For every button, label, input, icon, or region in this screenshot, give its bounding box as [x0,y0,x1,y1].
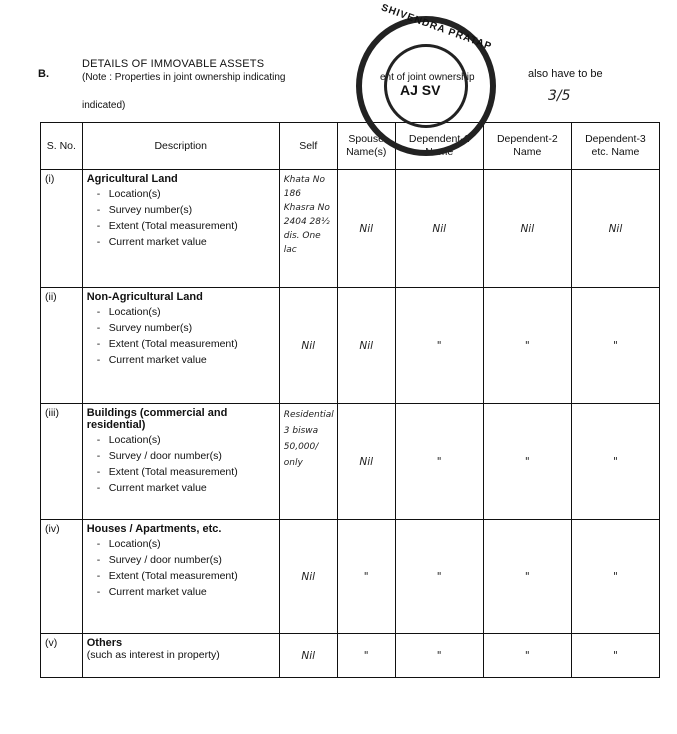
cell-self: Nil [279,634,337,678]
cell-self: Nil [279,288,337,404]
cell-dep2: Nil [483,170,571,288]
section-title [82,58,264,70]
cell-dep2: " [483,520,571,634]
row-title: Others [86,637,123,649]
list-item: - Extent (Total measurement) [87,338,275,351]
row-subtitle: (such as interest in property) [86,649,220,661]
cell-dep1: " [395,520,483,634]
row-title: Agricultural Land [86,173,178,185]
row-sno: (iii) [41,404,83,520]
seal-text-top: SHIVENDRA PRATAP [379,2,494,53]
cell-dep2: " [483,634,571,678]
list-item: - Location(s) [87,188,275,201]
note-line-1 [82,72,285,83]
cell-dep1: " [395,404,483,520]
row-description [82,404,279,520]
row-sno: (ii) [41,288,83,404]
list-item: - Survey number(s) [87,204,275,217]
cell-spouse: Nil [337,404,395,520]
list-item: - Current market value [87,586,275,599]
col-header-dep1: Dependent-1 Name [395,123,483,170]
table-row [41,288,660,404]
note-end: also have to be [528,68,603,80]
list-item: - Survey / door number(s) [87,450,275,463]
row-description [82,170,279,288]
immovable-assets-table [40,122,660,678]
list-item: - Extent (Total measurement) [87,466,275,479]
cell-dep1: " [395,634,483,678]
table-row [41,520,660,634]
list-item: - Current market value [87,482,275,495]
table-header-row [41,123,660,170]
cell-dep3: Nil [571,170,659,288]
section-letter: B. [38,68,49,80]
table-row [41,404,660,520]
list-item: - Location(s) [87,538,275,551]
cell-dep3: " [571,634,659,678]
cell-dep1: Nil [395,170,483,288]
list-item: - Extent (Total measurement) [87,570,275,583]
cell-dep2: " [483,404,571,520]
cell-dep2: " [483,288,571,404]
row-title: Houses / Apartments, etc. [86,523,222,535]
col-header-self: Self [279,123,337,170]
col-header-description: Description [82,123,279,170]
handwritten-page-number: 3/5 [548,88,571,104]
cell-self: Nil [279,520,337,634]
row-sno: (v) [41,634,83,678]
section-title-text: DETAILS OF IMMOVABLE ASSETS [82,58,265,70]
col-header-dep3: Dependent-3 etc. Name [571,123,659,170]
row-description [82,520,279,634]
list-item: - Survey / door number(s) [87,554,275,567]
cell-spouse: Nil [337,288,395,404]
note-start: (Note : Properties in joint ownership indicating [82,72,286,83]
list-item: - Location(s) [87,306,275,319]
note-line-2: indicated) [82,100,126,111]
cell-dep3: " [571,404,659,520]
note-mid: ent of joint ownership [380,72,475,83]
row-title: Buildings (commercial and residential) [86,407,228,431]
list-item: - Current market value [87,236,275,249]
row-description [82,288,279,404]
cell-dep1: " [395,288,483,404]
list-item: - Current market value [87,354,275,367]
col-header-dep2: Dependent-2 Name [483,123,571,170]
cell-self: Khata No 186 Khasra No 2404 28½ dis. One lac [279,170,337,288]
list-item: - Extent (Total measurement) [87,220,275,233]
cell-spouse: " [337,634,395,678]
cell-dep3: " [571,520,659,634]
seal-text-center: AJ SV [400,82,441,98]
col-header-sno: S. No. [41,123,83,170]
list-item: - Location(s) [87,434,275,447]
cell-dep3: " [571,288,659,404]
cell-spouse: " [337,520,395,634]
cell-spouse: Nil [337,170,395,288]
row-sno: (iv) [41,520,83,634]
table-row [41,170,660,288]
table-row [41,634,660,678]
cell-self: Residential 3 biswa 50,000/ only [279,404,337,520]
row-title: Non-Agricultural Land [86,291,203,303]
list-item: - Survey number(s) [87,322,275,335]
row-description [82,634,279,678]
col-header-spouse: Spouse Name(s) [337,123,395,170]
row-sno: (i) [41,170,83,288]
